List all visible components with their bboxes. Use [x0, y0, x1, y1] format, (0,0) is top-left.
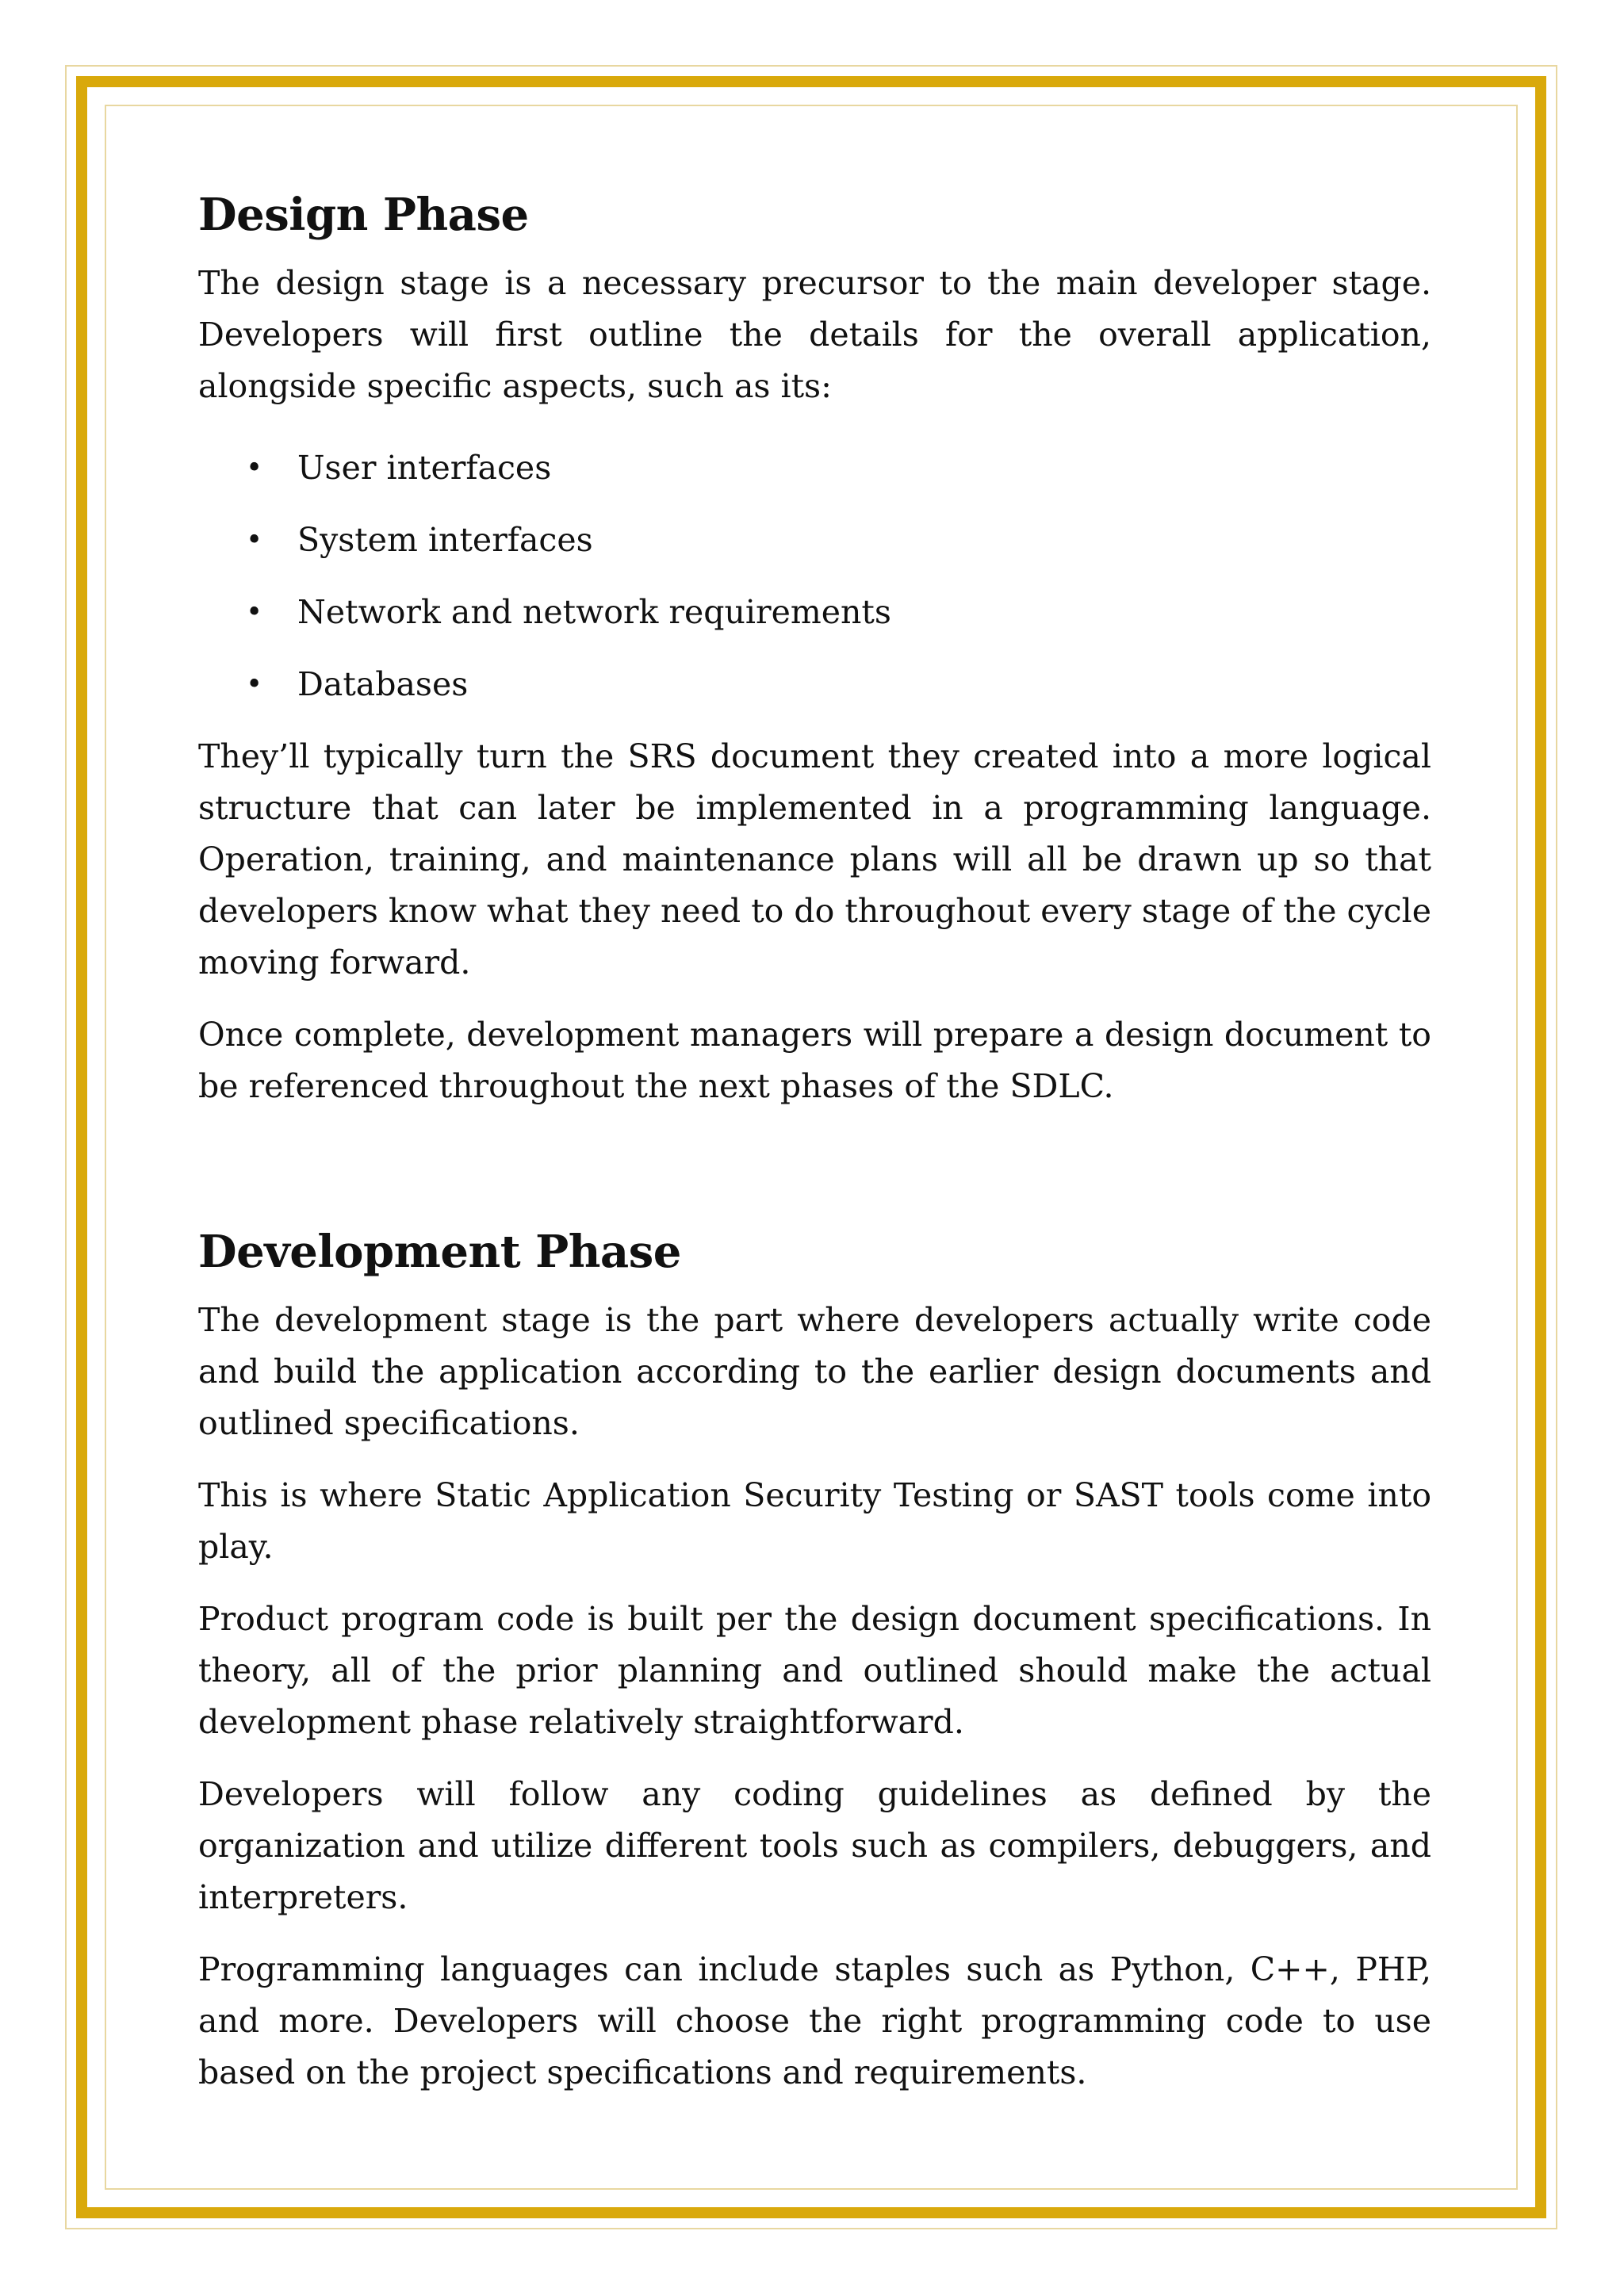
development-phase-heading: Development Phase: [198, 1226, 681, 1278]
list-item-text: User interfaces: [297, 449, 552, 487]
list-item-text: System interfaces: [297, 521, 593, 559]
list-item: [198, 515, 1431, 566]
list-item: [198, 442, 1431, 494]
bullet-icon: •: [246, 668, 263, 701]
development-paragraph-5: Programming languages can include staples such as Python, C++, PHP, and more. Developers will choose the right programming code to use based on the project specifications and requirements.: [198, 1950, 1431, 2091]
design-intro-paragraph: The design stage is a necessary precursor to the main developer stage. Developers will first outline the details for the overall application, alongside specific aspects, such as its:: [198, 264, 1431, 405]
development-paragraph-1: The development stage is the part where developers actually write code and build the application according to the earlier design documents and outlined specifications.: [198, 1301, 1431, 1442]
design-srs-paragraph: They’ll typically turn the SRS document they created into a more logical structure that can later be implemented in a programming language. Operation, training, and maintenance plans will all be drawn up so that developers know what they need to do throughout every stage of the cycle moving forward.: [198, 737, 1431, 982]
development-paragraph-2: This is where Static Application Security Testing or SAST tools come into play.: [198, 1476, 1431, 1566]
list-item-text: Network and network requirements: [297, 593, 891, 631]
design-aspects-list: [198, 442, 1431, 710]
bullet-icon: •: [246, 452, 263, 484]
bullet-icon: •: [246, 524, 263, 557]
list-item: [198, 587, 1431, 638]
design-document-paragraph: Once complete, development managers will prepare a design document to be referenced throughout the next phases of the SDLC.: [198, 1016, 1431, 1105]
bullet-icon: •: [246, 596, 263, 629]
development-paragraph-3: Product program code is built per the design document specifications. In theory, all of the prior planning and outlined should make the actual development phase relatively straightforward.: [198, 1600, 1431, 1741]
section-spacer: [198, 1133, 1431, 1223]
development-paragraph-4: Developers will follow any coding guidelines as defined by the organization and utilize different tools such as compilers, debuggers, and interpreters.: [198, 1775, 1431, 1916]
design-phase-heading: Design Phase: [198, 189, 529, 241]
list-item: [198, 659, 1431, 710]
list-item-text: Databases: [297, 665, 469, 703]
document-content: [198, 186, 1431, 2119]
